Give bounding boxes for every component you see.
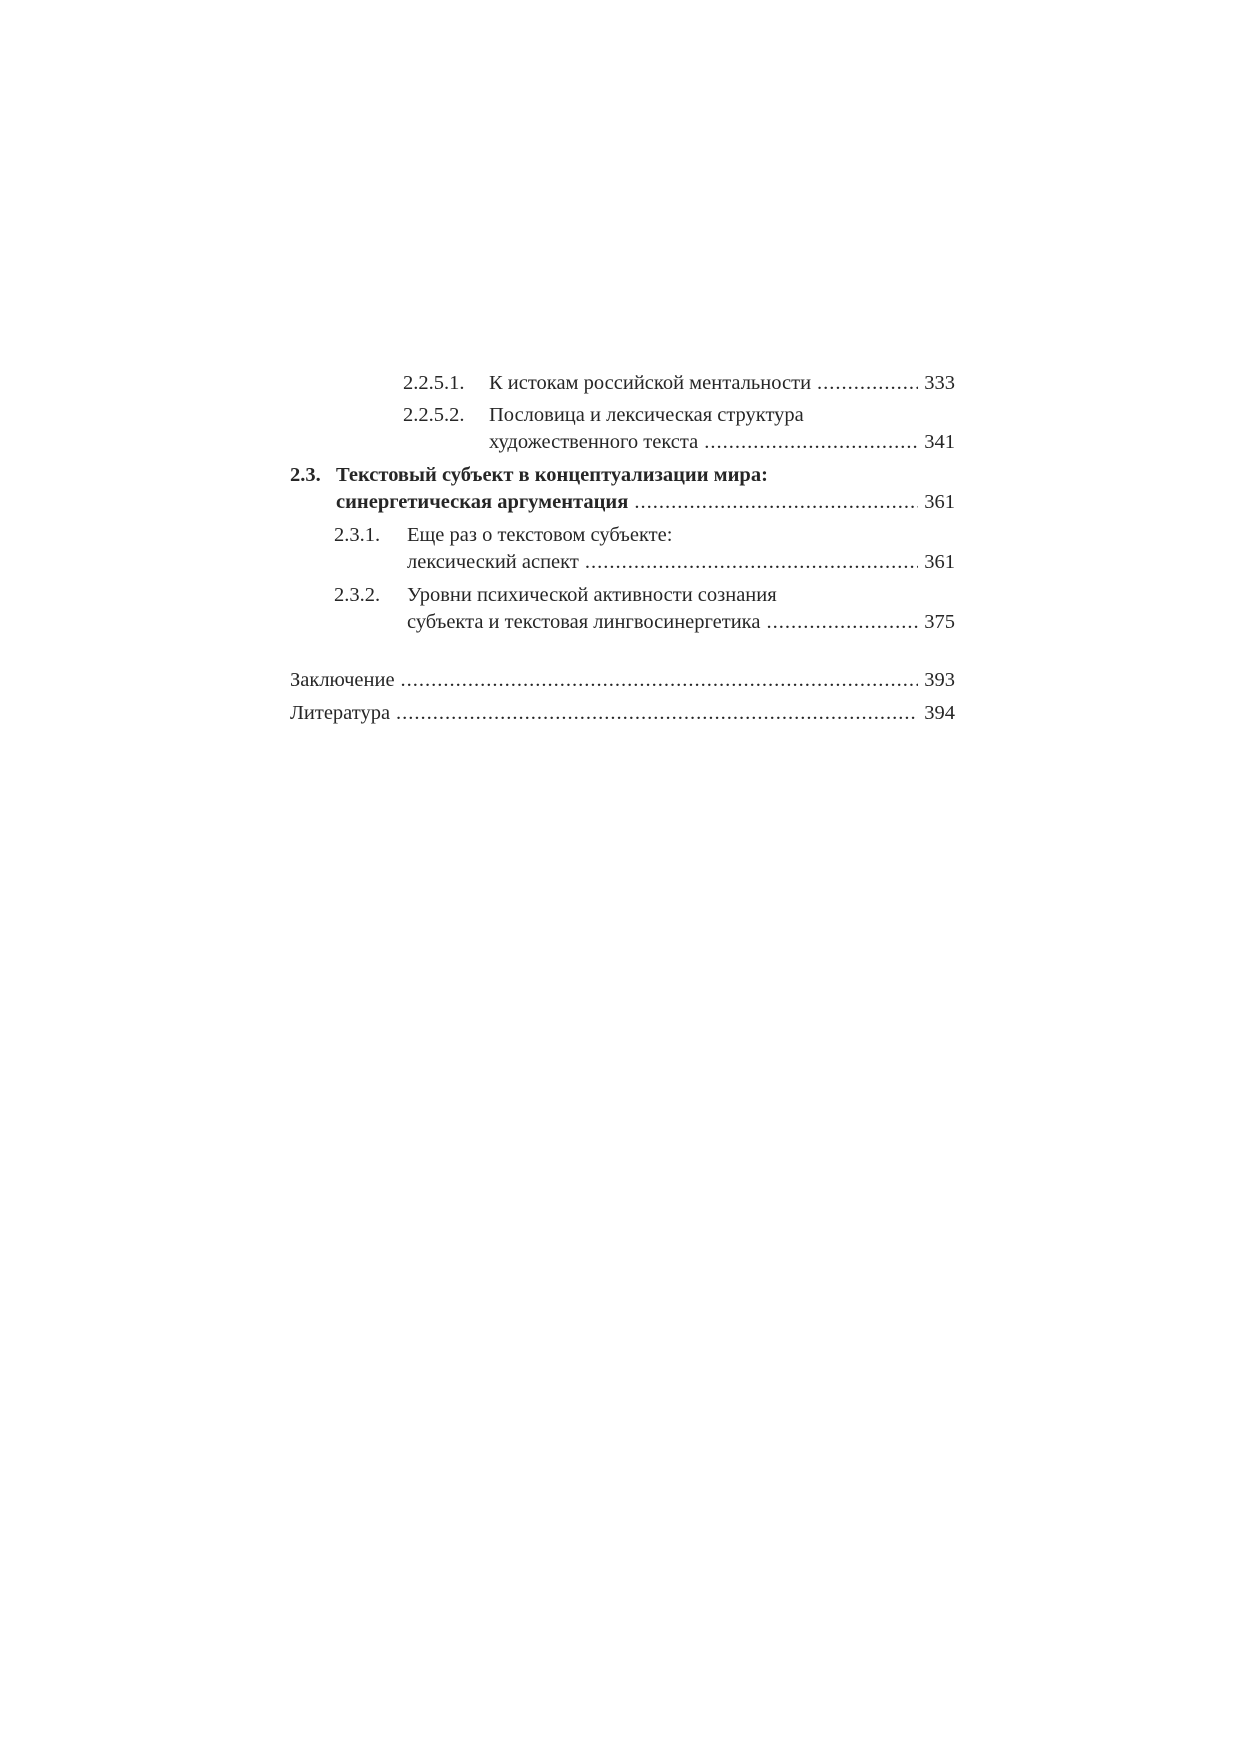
toc-entry-body xyxy=(290,667,955,694)
dot-leader xyxy=(396,700,918,727)
toc-entry-last-line xyxy=(407,609,955,636)
toc-entry-title: Заключение xyxy=(290,669,395,691)
toc-entry-body xyxy=(290,700,955,727)
toc-entry-body xyxy=(407,522,955,576)
toc-entry-conclusion[interactable] xyxy=(290,667,955,694)
toc-entry-last-line xyxy=(407,549,955,576)
toc-entry-number: 2.2.5.2. xyxy=(403,404,465,426)
toc-entry-page: 361 xyxy=(924,551,955,573)
toc-entry-page: 333 xyxy=(924,372,955,394)
toc-entry-number: 2.3.2. xyxy=(334,584,381,606)
toc-entry-title: Литература xyxy=(290,702,391,724)
toc-entry-2-2-5-1[interactable] xyxy=(290,370,955,397)
toc-entry-2-3[interactable] xyxy=(290,462,955,516)
toc-entry-last-line xyxy=(489,370,955,397)
toc-entry-title: Уровни психической активности сознания xyxy=(407,584,777,606)
toc-entry-body xyxy=(489,370,955,397)
dot-leader xyxy=(704,429,918,456)
toc-entry-page: 361 xyxy=(924,491,955,513)
toc-entry-title: Пословица и лексическая структура xyxy=(489,404,804,426)
toc-entry-title-continued: субъекта и текстовая лингвосинергетика xyxy=(407,611,761,633)
dot-leader xyxy=(817,370,918,397)
toc-entry-body xyxy=(336,462,955,516)
toc-entry-last-line xyxy=(336,489,955,516)
toc-entry-number: 2.3. xyxy=(290,464,321,486)
toc-entry-page: 394 xyxy=(924,702,955,724)
toc-entry-page: 341 xyxy=(924,431,955,453)
toc-entry-title: Текстовый субъект в концептуализации мира: xyxy=(336,464,768,486)
dot-leader xyxy=(401,667,919,694)
toc-entry-last-line xyxy=(290,700,955,727)
toc-entry-title-continued: лексический аспект xyxy=(407,551,579,573)
toc-entry-body xyxy=(407,582,955,636)
toc-entry-last-line xyxy=(489,429,955,456)
table-of-contents xyxy=(290,370,955,727)
dot-leader xyxy=(634,489,918,516)
toc-entry-last-line xyxy=(290,667,955,694)
toc-entry-title: К истокам российской ментальности xyxy=(489,372,812,394)
toc-entry-literature[interactable] xyxy=(290,700,955,727)
dot-leader xyxy=(585,549,918,576)
toc-entry-2-3-1[interactable] xyxy=(290,522,955,576)
toc-entry-number: 2.3.1. xyxy=(334,524,381,546)
toc-entry-2-3-2[interactable] xyxy=(290,582,955,636)
toc-entry-body xyxy=(489,402,955,456)
toc-entry-page: 393 xyxy=(924,669,955,691)
toc-entry-2-2-5-2[interactable] xyxy=(290,402,955,456)
toc-entry-title-continued: художественного текста xyxy=(489,431,699,453)
dot-leader xyxy=(766,609,918,636)
toc-entry-title-continued: синергетическая аргументация xyxy=(336,491,629,513)
toc-entry-page: 375 xyxy=(924,611,955,633)
toc-entry-title: Еще раз о текстовом субъекте: xyxy=(407,524,673,546)
toc-entry-number: 2.2.5.1. xyxy=(403,372,465,394)
